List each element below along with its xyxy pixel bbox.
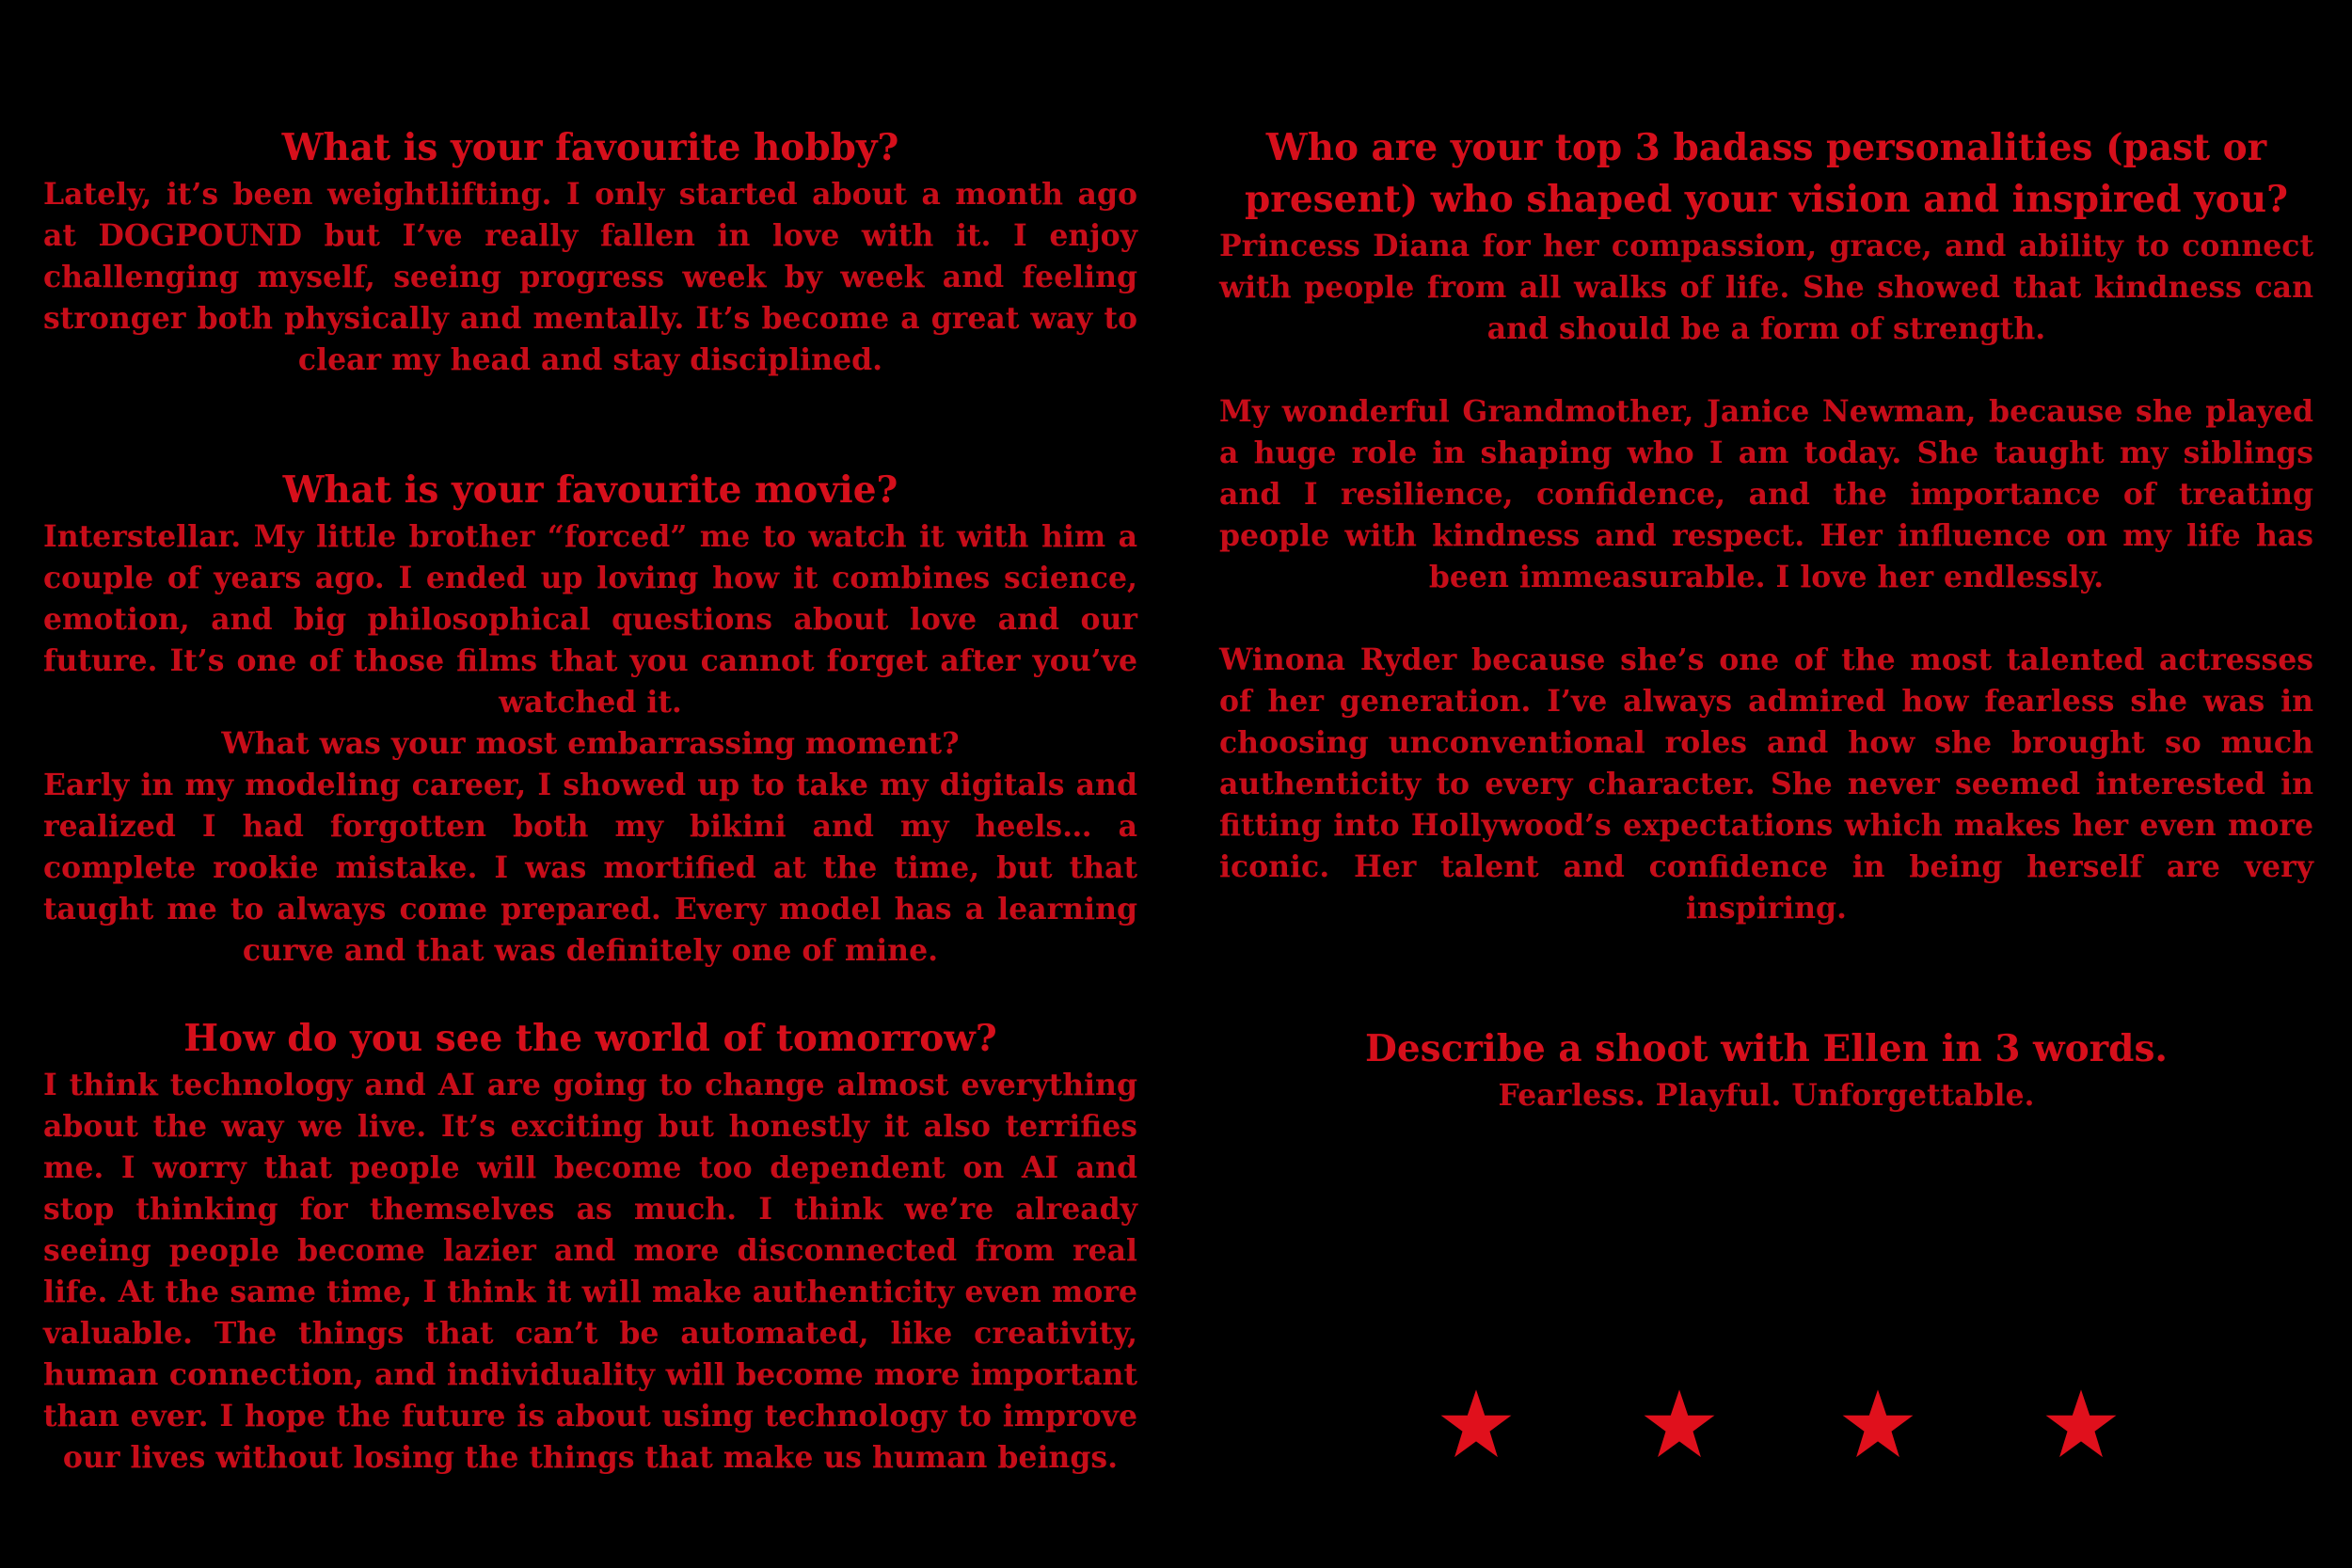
star-icon bbox=[1841, 1387, 1915, 1461]
star-icon bbox=[2044, 1387, 2118, 1461]
embarrassing-answer: Early in my modeling career, I showed up to take my digitals and realized I had forgotten both my bikini and my heels… a complete rookie mistake. I was mortified at the time, but that taught me to always come prepared. Every model has a learning curve and that was definitely one of mine. bbox=[43, 768, 1137, 968]
movie-answer: Interstellar. My little brother “forced” me to watch it with him a couple of years ago. I ended up loving how it combines science, emotion, and big philosophical questions about love and our future. It’s one of those films that you cannot forget after you’ve watched it. bbox=[43, 519, 1137, 720]
right-page bbox=[1176, 0, 2352, 1568]
hobby-answer: Lately, it’s been weightlifting. I only started about a month ago at DOGPOUND but I’ve really fallen in love with it. I enjoy challenging myself, seeing progress week by week and feeling stronger both physically and mentally. It’s become a great way to clear my head and stay disciplined. bbox=[43, 177, 1137, 377]
movie-section bbox=[43, 465, 1137, 972]
movie-question: What is your favourite movie? bbox=[282, 468, 898, 512]
badass-answer-winona: Winona Ryder because she’s one of the most talented actresses of her generation. I’ve always admired how fearless she was in choosing unconventional roles and how she brought so much authenticity to every character. She never seemed interested in fitting into Hollywood’s expectations which makes her even more iconic. Her talent and confidence in being herself are very inspiring. bbox=[1219, 642, 2313, 926]
badass-section bbox=[1219, 122, 2313, 929]
star-icon bbox=[1439, 1387, 1513, 1461]
shoot-question: Describe a shoot with Ellen in 3 words. bbox=[1365, 1027, 2168, 1070]
tomorrow-section bbox=[43, 1013, 1137, 1479]
tomorrow-answer: I think technology and AI are going to change almost everything about the way we live. It’s exciting but honestly it also terrifies me. I worry that people will become too dependent on AI and stop thinking for themselves as much. I think we’re already seeing people become lazier and more disconnected from real life. At the same time, I think it will make authenticity even more valuable. The things that can’t be automated, like creativity, human connection, and individuality will become more important than ever. I hope the future is about using technology to improve our lives without losing the things that make us human beings. bbox=[43, 1068, 1137, 1475]
shoot-section bbox=[1219, 1023, 2313, 1117]
star-row bbox=[1176, 1387, 2352, 1500]
badass-answer-grandmother: My wonderful Grandmother, Janice Newman, because she played a huge role in shaping who I am today. She taught my siblings and I resilience, confidence, and the importance of treating people with kindness and respect. Her influence on my life has been immeasurable. I love her endlessly. bbox=[1219, 394, 2313, 594]
badass-answer-diana: Princess Diana for her compassion, grace, and ability to connect with people from all walks of life. She showed that kindness can and should be a form of strength. bbox=[1219, 229, 2313, 346]
hobby-question: What is your favourite hobby? bbox=[281, 126, 899, 169]
tomorrow-question: How do you see the world of tomorrow? bbox=[183, 1017, 997, 1060]
hobby-section bbox=[43, 122, 1137, 381]
embarrassing-question: What was your most embarrassing moment? bbox=[221, 726, 960, 761]
star-icon bbox=[1643, 1387, 1716, 1461]
badass-question: Who are your top 3 badass personalities (past or present) who shaped your vision and inspired you? bbox=[1245, 126, 2288, 221]
shoot-answer: Fearless. Playful. Unforgettable. bbox=[1498, 1078, 2035, 1113]
